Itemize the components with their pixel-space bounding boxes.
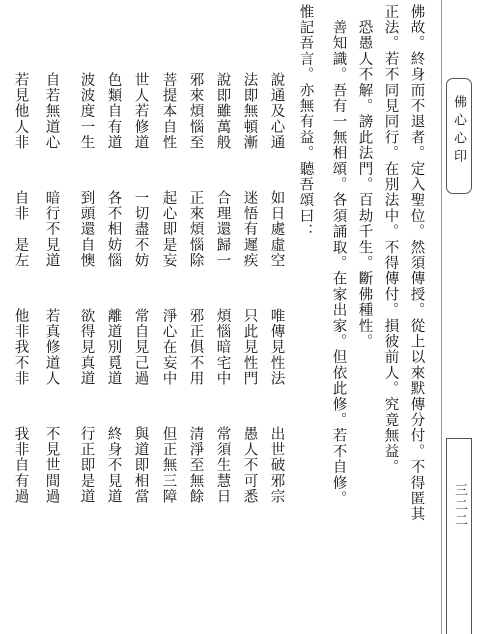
- verse-phrase: 欲得見真道: [78, 308, 95, 387]
- prose-column: 惟記吾言。亦無有益。聽吾頌曰：: [297, 4, 314, 240]
- verse-phrase: 離道別覓道: [105, 308, 122, 387]
- prose-column: 善知識。吾有一無相頌。各須誦取。在家出家。但依此修。若不自修。: [330, 4, 347, 507]
- verse-phrase: 色類自有道: [105, 72, 122, 151]
- verse-phrase: 自非 是左: [12, 190, 29, 269]
- prose-column: 正法。若不同見同行。在別法中。不得傳付。損彼前人。究竟無益。: [382, 4, 399, 475]
- verse-phrase: 起心即是妄: [160, 190, 177, 269]
- verse-phrase: 一切盡不妨: [132, 190, 149, 269]
- verse-phrase: 終身不見道: [105, 426, 122, 505]
- running-title: 佛心心印: [451, 95, 466, 167]
- verse-phrase: 正來煩惱除: [187, 190, 204, 269]
- verse-phrase: 法即無頓漸: [241, 72, 258, 151]
- verse-phrase: 只此見性門: [241, 308, 258, 387]
- running-title-tab: [446, 78, 472, 194]
- verse-phrase: 常自見己過: [132, 308, 149, 387]
- verse-phrase: 自若無道心: [43, 72, 60, 151]
- verse-phrase: 愚人不可悉: [241, 426, 258, 505]
- page-border-line: [441, 0, 442, 634]
- verse-phrase: 各不相妨惱: [105, 190, 122, 269]
- page-number-tab: [446, 438, 472, 634]
- verse-phrase: 到頭還自懊: [78, 190, 95, 269]
- verse-phrase: 波波度一生: [78, 72, 95, 151]
- page-number: 三二二: [452, 483, 467, 528]
- verse-phrase: 與道即相當: [132, 426, 149, 505]
- verse-phrase: 出世破邪宗: [268, 426, 285, 505]
- verse-phrase: 唯傳見性法: [268, 308, 285, 387]
- verse-phrase: 邪正俱不用: [187, 308, 204, 387]
- verse-phrase: 說通及心通: [268, 72, 285, 151]
- verse-phrase: 煩惱暗宅中: [214, 308, 231, 387]
- verse-phrase: 菩提本自性: [160, 72, 177, 151]
- verse-phrase: 世人若修道: [132, 72, 149, 151]
- verse-phrase: 合理還歸一: [214, 190, 231, 269]
- verse-phrase: 淨心在妄中: [160, 308, 177, 387]
- verse-phrase: 我非自有過: [12, 426, 29, 505]
- verse-phrase: 不見世間過: [43, 426, 60, 505]
- verse-phrase: 他非我不非: [12, 308, 29, 387]
- verse-phrase: 如日處虛空: [268, 190, 285, 269]
- verse-phrase: 若真修道人: [43, 308, 60, 387]
- verse-phrase: 說即雖萬般: [214, 72, 231, 151]
- verse-phrase: 行正即是道: [78, 426, 95, 505]
- verse-phrase: 清淨至無餘: [187, 426, 204, 505]
- verse-phrase: 若見他人非: [12, 72, 29, 151]
- prose-column: 佛故。終身而不退者。定入聖位。然須傳授。從上以來默傳分付。不得匿其: [408, 4, 425, 523]
- verse-phrase: 常須生慧日: [214, 426, 231, 505]
- verse-phrase: 邪來煩惱至: [187, 72, 204, 151]
- verse-phrase: 暗行不見道: [43, 190, 60, 269]
- verse-phrase: 迷悟有遲疾: [241, 190, 258, 269]
- prose-column: 恐愚人不解。謗此法門。百劫千生。斷佛種性。: [356, 4, 373, 350]
- verse-phrase: 但正無三障: [160, 426, 177, 505]
